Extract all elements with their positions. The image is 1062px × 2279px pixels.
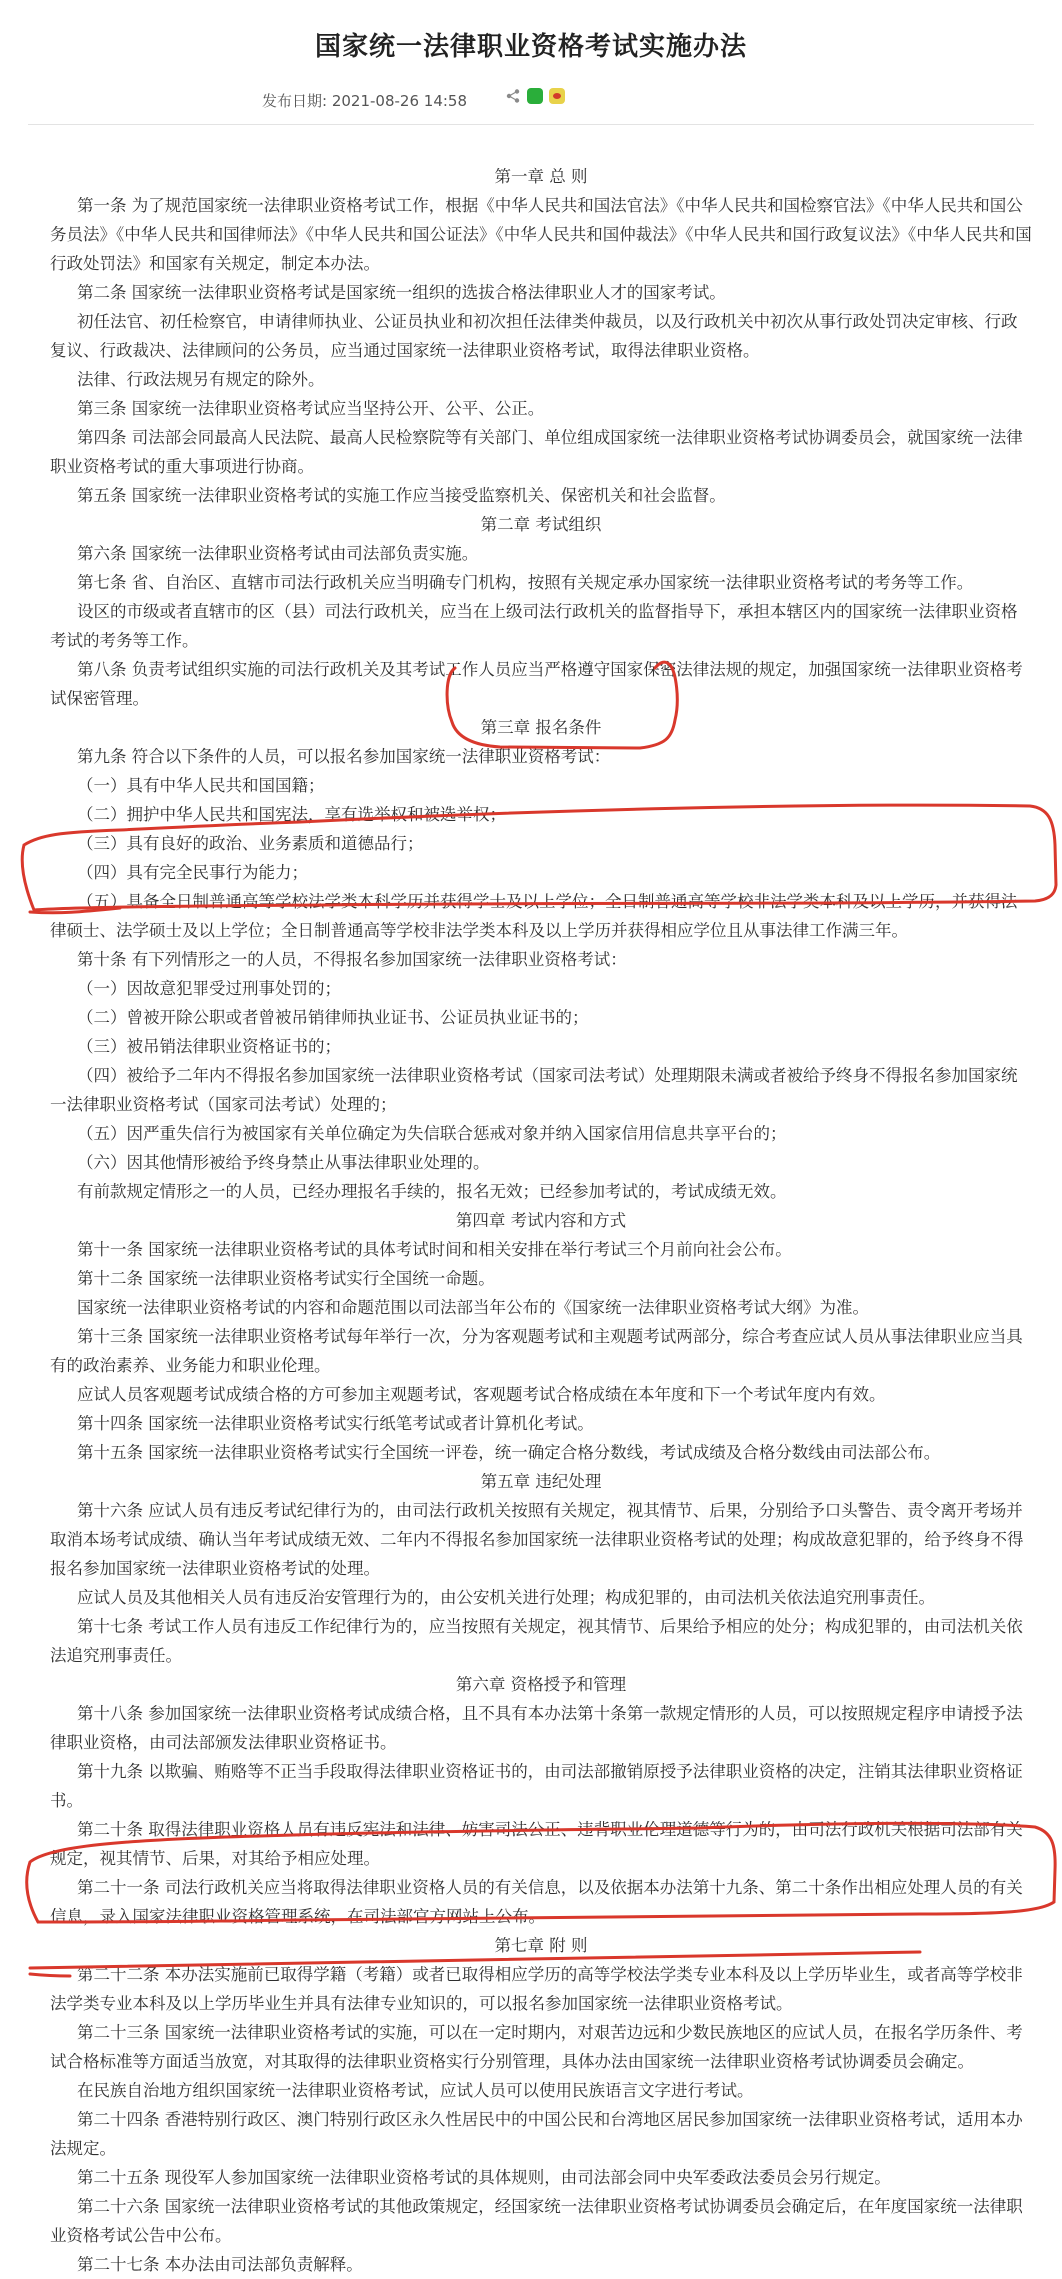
article-paragraph: 第三条 国家统一法律职业资格考试应当坚持公开、公平、公正。 <box>77 399 545 418</box>
article-paragraph: 第二十五条 现役军人参加国家统一法律职业资格考试的具体规则，由司法部会同中央军委政法委员会另行规定。 <box>77 2168 891 2187</box>
chapter-heading: 第二章 考试组织 <box>480 515 602 534</box>
article-paragraph: 第一条 为了规范国家统一法律职业资格考试工作，根据《中华人民共和国法官法》《中华人民共和国检察官法》《中华人民共和国公务员法》《中华人民共和国律师法》《中华人民共和国公证法》《中华人民共和国仲裁法》《中华人民共和国行政复议法》《中华人民共和国行政处罚法》和国家有关规定，制定本办法。 <box>50 196 1032 273</box>
weibo-icon[interactable] <box>549 88 565 104</box>
article-paragraph: 应试人员客观题考试成绩合格的方可参加主观题考试，客观题考试合格成绩在本年度和下一个考试年度内有效。 <box>77 1385 886 1404</box>
article-paragraph: 第二十二条 本办法实施前已取得学籍（考籍）或者已取得相应学历的高等学校法学类专业本科及以上学历毕业生，或者高等学校非法学类专业本科及以上学历毕业生并具有法律专业知识的，可以报名参加国家统一法律职业资格考试。 <box>50 1965 1023 2013</box>
article-paragraph: 第二十三条 国家统一法律职业资格考试的实施，可以在一定时期内，对艰苦边远和少数民族地区的应试人员，在报名学历条件、考试合格标准等方面适当放宽，对其取得的法律职业资格实行分别管理，具体办法由国家统一法律职业资格考试协调委员会确定。 <box>50 2023 1023 2071</box>
article-paragraph: 第五条 国家统一法律职业资格考试的实施工作应当接受监察机关、保密机关和社会监督。 <box>77 486 726 505</box>
share-icon[interactable] <box>505 88 521 104</box>
article-paragraph: 第十三条 国家统一法律职业资格考试每年举行一次，分为客观题考试和主观题考试两部分，综合考查应试人员从事法律职业应当具有的政治素养、业务能力和职业伦理。 <box>50 1327 1023 1375</box>
article-paragraph: 第十八条 参加国家统一法律职业资格考试成绩合格，且不具有本办法第十条第一款规定情形的人员，可以按照规定程序申请授予法律职业资格，由司法部颁发法律职业资格证书。 <box>50 1704 1023 1752</box>
publish-label: 发布日期: <box>262 92 328 110</box>
article-paragraph: 第二十条 取得法律职业资格人员有违反宪法和法律、妨害司法公正、违背职业伦理道德等行为的，由司法行政机关根据司法部有关规定，视其情节、后果，对其给予相应处理。 <box>50 1820 1023 1868</box>
article-paragraph: （五）具备全日制普通高等学校法学类本科学历并获得学士及以上学位；全日制普通高等学校非法学类本科及以上学历，并获得法律硕士、法学硕士及以上学位；全日制普通高等学校非法学类本科及以上学历并获得相应学位且从事法律工作满三年。 <box>50 892 1018 940</box>
article-paragraph: （四）具有完全民事行为能力； <box>77 863 308 882</box>
chapter-heading: 第五章 违纪处理 <box>480 1472 602 1491</box>
chapter-heading: 第一章 总 则 <box>494 167 588 186</box>
article-paragraph: 第十九条 以欺骗、贿赂等不正当手段取得法律职业资格证书的，由司法部撤销原授予法律职业资格的决定，注销其法律职业资格证书。 <box>50 1762 1023 1810</box>
article-paragraph: 第十六条 应试人员有违反考试纪律行为的，由司法行政机关按照有关规定，视其情节、后果，分别给予口头警告、责令离开考场并取消本场考试成绩、确认当年考试成绩无效、二年内不得报名参加国家统一法律职业资格考试的处理；构成故意犯罪的，给予终身不得报名参加国家统一法律职业资格考试的处理。 <box>50 1501 1024 1578</box>
publish-date: 2021-08-26 14:58 <box>331 92 468 110</box>
article-paragraph: （二）曾被开除公职或者曾被吊销律师执业证书、公证员执业证书的； <box>77 1008 589 1027</box>
wechat-icon[interactable] <box>527 88 543 104</box>
publish-date-line <box>262 90 467 111</box>
article-paragraph: 第四条 司法部会同最高人民法院、最高人民检察院等有关部门、单位组成国家统一法律职业资格考试协调委员会，就国家统一法律职业资格考试的重大事项进行协商。 <box>50 428 1023 476</box>
article-paragraph: 第十条 有下列情形之一的人员，不得报名参加国家统一法律职业资格考试： <box>77 950 627 969</box>
article-paragraph: 第十七条 考试工作人员有违反工作纪律行为的，应当按照有关规定，视其情节、后果给予相应的处分；构成犯罪的，由司法机关依法追究刑事责任。 <box>50 1617 1023 1665</box>
article-paragraph: 第二十一条 司法行政机关应当将取得法律职业资格人员的有关信息，以及依据本办法第十九条、第二十条作出相应处理人员的有关信息，录入国家法律职业资格管理系统，在司法部官方网站上公布。 <box>50 1878 1023 1926</box>
article-paragraph: （一）因故意犯罪受过刑事处罚的； <box>77 979 341 998</box>
article-paragraph: 第六条 国家统一法律职业资格考试由司法部负责实施。 <box>77 544 479 563</box>
article-paragraph: 第十五条 国家统一法律职业资格考试实行全国统一评卷，统一确定合格分数线，考试成绩及合格分数线由司法部公布。 <box>77 1443 941 1462</box>
article-paragraph: 在民族自治地方组织国家统一法律职业资格考试，应试人员可以使用民族语言文字进行考试。 <box>77 2081 754 2100</box>
article-paragraph: 第十二条 国家统一法律职业资格考试实行全国统一命题。 <box>77 1269 495 1288</box>
article-paragraph: 法律、行政法规另有规定的除外。 <box>77 370 325 389</box>
article-paragraph: 第七条 省、自治区、直辖市司法行政机关应当明确专门机构，按照有关规定承办国家统一法律职业资格考试的考务等工作。 <box>77 573 974 592</box>
article-paragraph: （六）因其他情形被给予终身禁止从事法律职业处理的。 <box>77 1153 490 1172</box>
chapter-heading: 第六章 资格授予和管理 <box>455 1675 627 1694</box>
chapter-heading: 第七章 附 则 <box>494 1936 588 1955</box>
article-paragraph: 初任法官、初任检察官，申请律师执业、公证员执业和初次担任法律类仲裁员，以及行政机关中初次从事行政处罚决定审核、行政复议、行政裁决、法律顾问的公务员，应当通过国家统一法律职业资格考试，取得法律职业资格。 <box>50 312 1018 360</box>
page-title: 国家统一法律职业资格考试实施办法 <box>314 32 747 62</box>
article-body <box>50 162 1032 2279</box>
article-paragraph: 第九条 符合以下条件的人员，可以报名参加国家统一法律职业资格考试： <box>77 747 611 766</box>
article-paragraph: 第八条 负责考试组织实施的司法行政机关及其考试工作人员应当严格遵守国家保密法律法规的规定，加强国家统一法律职业资格考试保密管理。 <box>50 660 1023 708</box>
article-paragraph: 第二十六条 国家统一法律职业资格考试的其他政策规定，经国家统一法律职业资格考试协调委员会确定后，在年度国家统一法律职业资格考试公告中公布。 <box>50 2197 1023 2245</box>
article-paragraph: 第十四条 国家统一法律职业资格考试实行纸笔考试或者计算机化考试。 <box>77 1414 594 1433</box>
article-paragraph: 第二十七条 本办法由司法部负责解释。 <box>77 2255 363 2274</box>
article-paragraph: 国家统一法律职业资格考试的内容和命题范围以司法部当年公布的《国家统一法律职业资格考试大纲》为准。 <box>77 1298 869 1317</box>
article-paragraph: （五）因严重失信行为被国家有关单位确定为失信联合惩戒对象并纳入国家信用信息共享平台的； <box>77 1124 787 1143</box>
article-paragraph: 第二条 国家统一法律职业资格考试是国家统一组织的选拔合格法律职业人才的国家考试。 <box>77 283 726 302</box>
chapter-heading: 第四章 考试内容和方式 <box>455 1211 627 1230</box>
article-paragraph: （四）被给予二年内不得报名参加国家统一法律职业资格考试（国家司法考试）处理期限未满或者被给予终身不得报名参加国家统一法律职业资格考试（国家司法考试）处理的； <box>50 1066 1018 1114</box>
article-paragraph: 第二十四条 香港特别行政区、澳门特别行政区永久性居民中的中国公民和台湾地区居民参加国家统一法律职业资格考试，适用本办法规定。 <box>50 2110 1023 2158</box>
article-paragraph: （三）被吊销法律职业资格证书的； <box>77 1037 341 1056</box>
share-bar <box>505 88 565 104</box>
article-paragraph: 有前款规定情形之一的人员，已经办理报名手续的，报名无效；已经参加考试的，考试成绩无效。 <box>77 1182 787 1201</box>
article-paragraph: （一）具有中华人民共和国国籍； <box>77 776 325 795</box>
article-paragraph: 应试人员及其他相关人员有违反治安管理行为的，由公安机关进行处理；构成犯罪的，由司法机关依法追究刑事责任。 <box>77 1588 935 1607</box>
article-paragraph: （二）拥护中华人民共和国宪法，享有选举权和被选举权； <box>77 805 506 824</box>
chapter-heading: 第三章 报名条件 <box>480 718 602 737</box>
header-divider <box>28 124 1034 125</box>
article-paragraph: 设区的市级或者直辖市的区（县）司法行政机关，应当在上级司法行政机关的监督指导下，承担本辖区内的国家统一法律职业资格考试的考务等工作。 <box>50 602 1018 650</box>
article-paragraph: 第十一条 国家统一法律职业资格考试的具体考试时间和相关安排在举行考试三个月前向社会公布。 <box>77 1240 792 1259</box>
article-paragraph: （三）具有良好的政治、业务素质和道德品行； <box>77 834 424 853</box>
